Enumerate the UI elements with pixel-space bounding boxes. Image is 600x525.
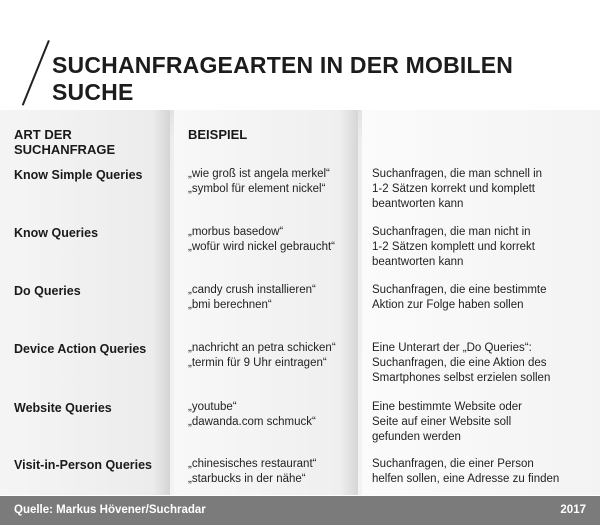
- description-line: Suchanfragen, die man nicht in: [372, 226, 531, 238]
- source-credit: Quelle: Markus Hövener/Suchradar: [14, 504, 206, 516]
- description-line: Suchanfragen, die eine Aktion des: [372, 357, 547, 369]
- description-line: Suchanfragen, die man schnell in: [372, 168, 543, 180]
- description-line: Eine Unterart der „Do Queries“:: [372, 342, 532, 354]
- table-row: [0, 341, 600, 397]
- query-type: Website Queries: [14, 401, 112, 415]
- query-description: [372, 167, 594, 212]
- header-query-type-line2: SUCHANFRAGE: [14, 142, 116, 157]
- example-line: „youtube“: [188, 401, 237, 413]
- example-line: „symbol für element nickel“: [188, 183, 326, 195]
- description-line: Suchanfragen, die einer Person: [372, 458, 534, 470]
- page-title: SUCHANFRAGEARTEN IN DER MOBILEN SUCHE: [52, 52, 514, 105]
- header-example: BEISPIEL: [188, 127, 248, 142]
- query-type: Know Queries: [14, 226, 99, 240]
- query-description: [372, 400, 594, 445]
- query-type: Device Action Queries: [14, 342, 147, 356]
- query-type: Know Simple Queries: [14, 168, 143, 182]
- example-line: „wie groß ist angela merkel“: [188, 168, 330, 180]
- table-row: [0, 167, 600, 223]
- header-query-type-line1: ART DER: [14, 127, 72, 142]
- description-line: 1-2 Sätzen korrekt und komplett: [372, 183, 535, 195]
- table-row: [0, 400, 600, 456]
- description-line: Smartphones selbst erzielen sollen: [372, 372, 551, 384]
- description-line: Seite auf einer Website soll: [372, 416, 512, 428]
- example-line: „candy crush installieren“: [188, 284, 316, 296]
- year-label: 2017: [560, 504, 586, 516]
- query-examples: [188, 167, 330, 197]
- query-description: [372, 283, 594, 313]
- table-row: [0, 225, 600, 281]
- description-line: 1-2 Sätzen komplett und korrekt: [372, 241, 535, 253]
- description-line: gefunden werden: [372, 431, 461, 443]
- description-line: Eine bestimmte Website oder: [372, 401, 522, 413]
- description-line: helfen sollen, eine Adresse zu finden: [372, 473, 560, 485]
- query-examples: [188, 400, 316, 430]
- example-line: „morbus basedow“: [188, 226, 284, 238]
- header-query-type: [14, 127, 164, 157]
- query-examples: [188, 457, 316, 487]
- example-line: „termin für 9 Uhr eintragen“: [188, 357, 327, 369]
- example-line: „nachricht an petra schicken“: [188, 342, 336, 354]
- query-description: [372, 341, 594, 386]
- query-description: [372, 225, 594, 270]
- description-line: beantworten kann: [372, 198, 464, 210]
- table-row: [0, 283, 600, 339]
- example-line: „chinesisches restaurant“: [188, 458, 317, 470]
- footer-bar: [0, 496, 600, 525]
- description-line: Suchanfragen, die eine bestimmte: [372, 284, 547, 296]
- description-line: Aktion zur Folge haben sollen: [372, 299, 524, 311]
- example-line: „starbucks in der nähe“: [188, 473, 306, 485]
- query-type: Do Queries: [14, 284, 81, 298]
- example-line: „bmi berechnen“: [188, 299, 272, 311]
- example-line: „dawanda.com schmuck“: [188, 416, 316, 428]
- query-description: [372, 457, 594, 487]
- query-type: Visit-in-Person Queries: [14, 458, 153, 472]
- query-examples: [188, 341, 336, 371]
- query-examples: [188, 225, 335, 255]
- description-line: beantworten kann: [372, 256, 464, 268]
- title-slash-decoration: [22, 40, 50, 106]
- example-line: „wofür wird nickel gebraucht“: [188, 241, 336, 253]
- query-examples: [188, 283, 316, 313]
